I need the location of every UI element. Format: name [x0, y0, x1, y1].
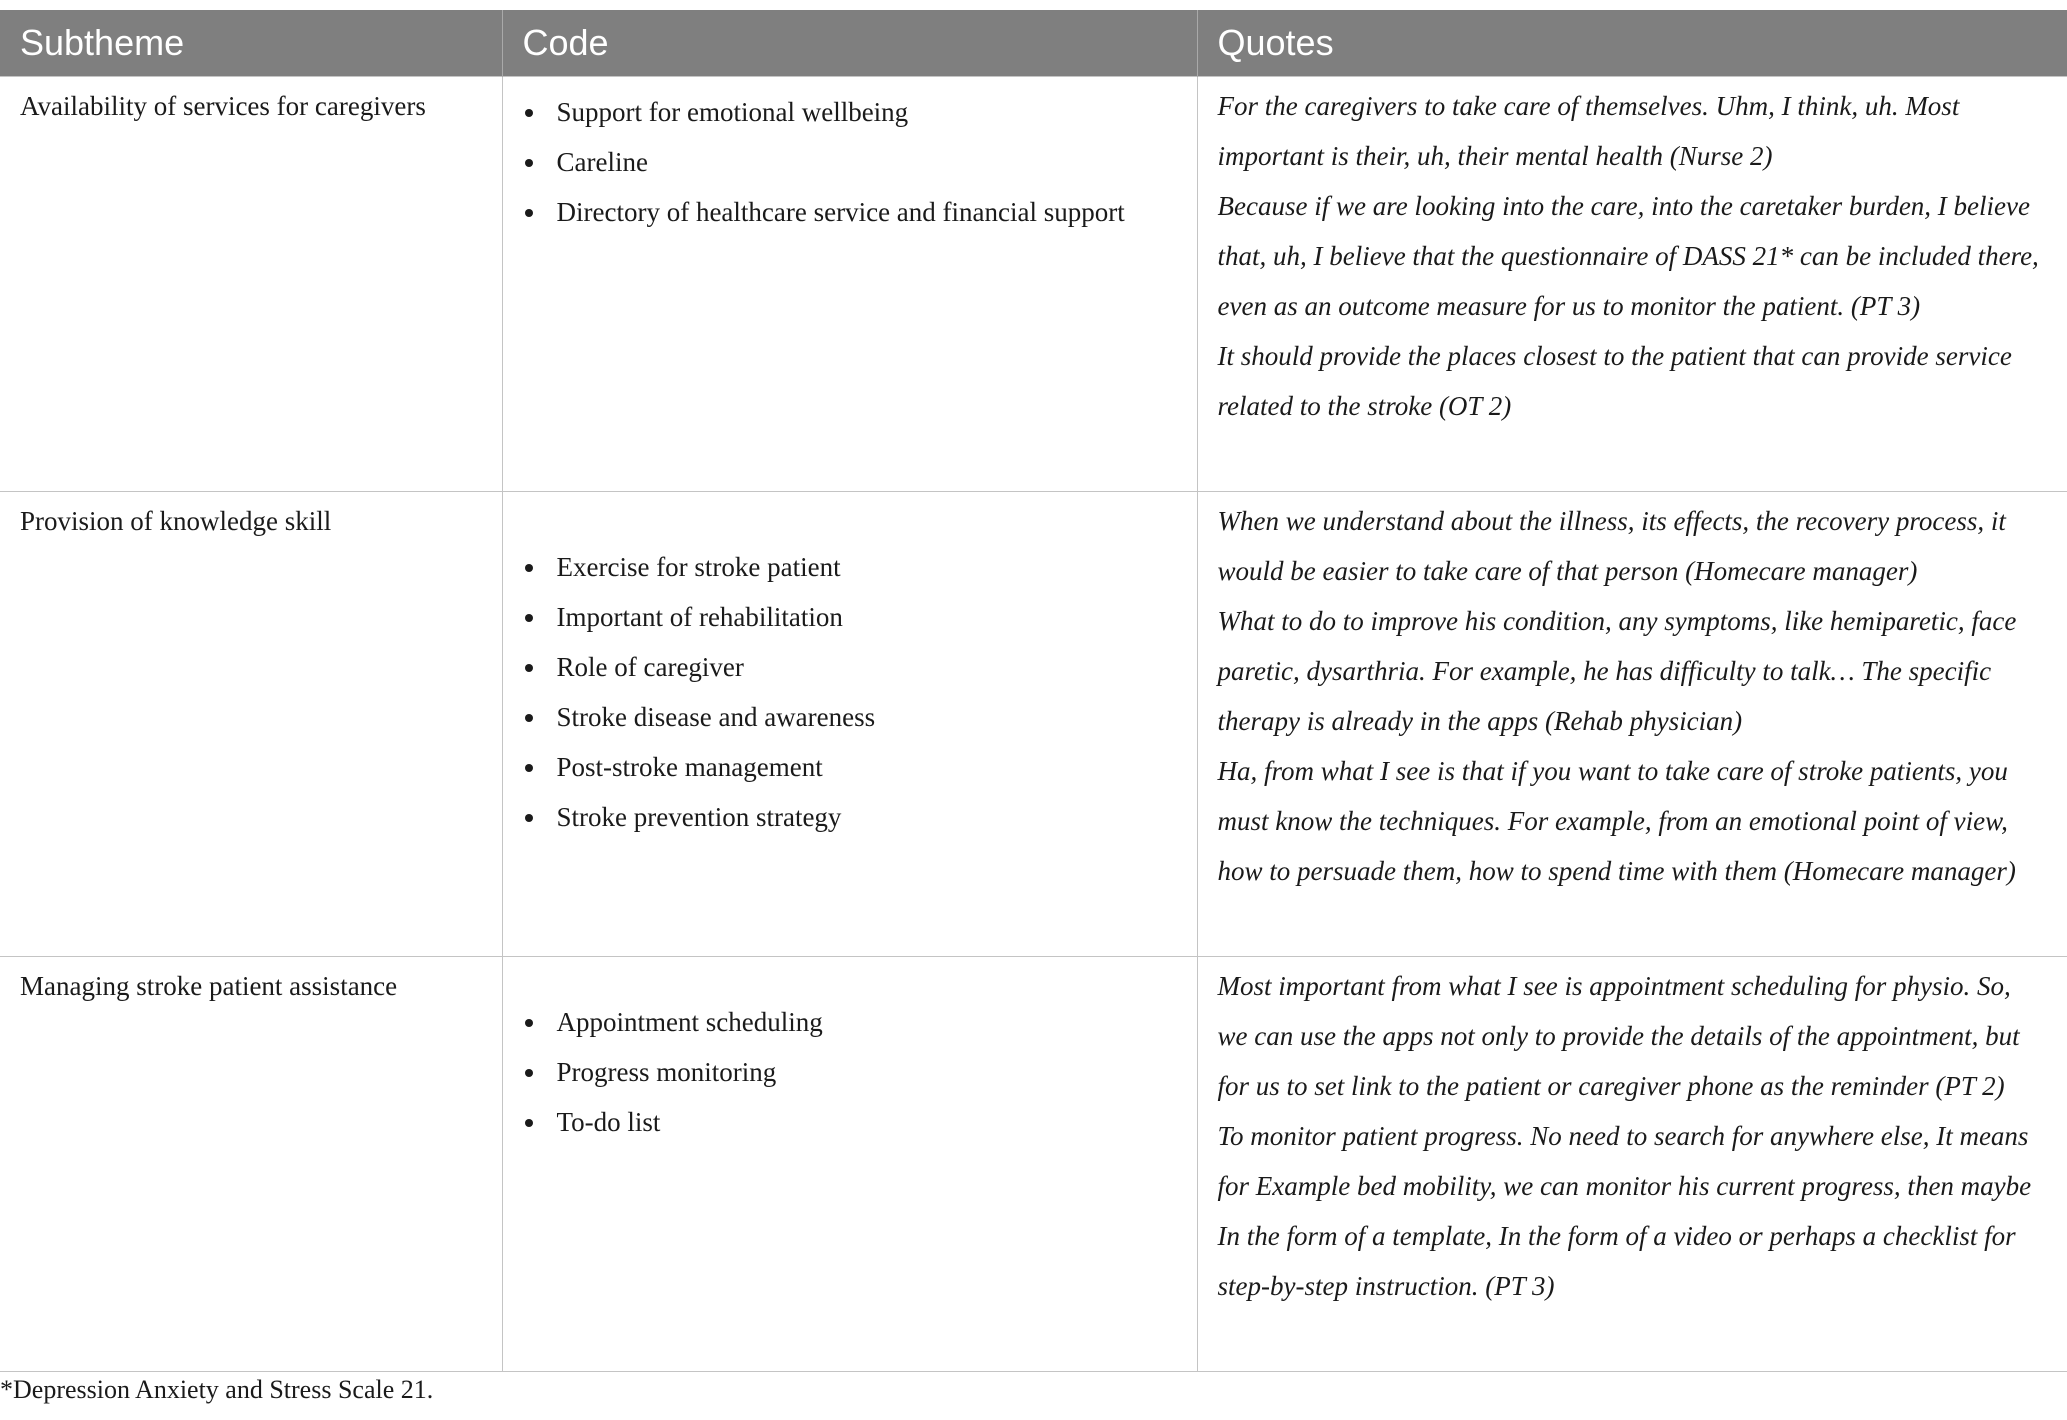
- quote: It should provide the places closest to the patient that can provide service related to the stroke (OT 2): [1217, 341, 2012, 421]
- table-row: [0, 957, 2067, 1372]
- header-subtheme: Subtheme: [0, 10, 502, 77]
- quote: Ha, from what I see is that if you want to take care of stroke patients, you must know the techniques. For example, from an emotional point of view, how to persuade them, how to spend time with them (Homecare manager): [1217, 756, 2016, 886]
- header-code: Code: [502, 10, 1197, 77]
- code-item: To-do list: [557, 1097, 1187, 1147]
- table-footnote: *Depression Anxiety and Stress Scale 21.: [0, 1375, 434, 1404]
- code-list: [503, 542, 1187, 842]
- code-item: Exercise for stroke patient: [557, 542, 1187, 592]
- code-item: Post-stroke management: [557, 742, 1187, 792]
- code-item: Directory of healthcare service and financial support: [557, 187, 1187, 237]
- quotes-cell: [1197, 957, 2067, 1372]
- subtheme-cell: Managing stroke patient assistance: [0, 957, 502, 1372]
- quote: When we understand about the illness, its effects, the recovery process, it would be easier to take care of that person (Homecare manager): [1217, 506, 2006, 586]
- code-item: Appointment scheduling: [557, 997, 1187, 1047]
- header-row: [0, 10, 2067, 77]
- code-item: Stroke prevention strategy: [557, 792, 1187, 842]
- subtheme-cell: Availability of services for caregivers: [0, 77, 502, 492]
- table-row: [0, 77, 2067, 492]
- code-item: Support for emotional wellbeing: [557, 87, 1187, 137]
- quote: What to do to improve his condition, any symptoms, like hemiparetic, face paretic, dysarthria. For example, he has difficulty to talk… The specific therapy is already in the apps (Rehab physician): [1217, 606, 2017, 736]
- table-container: [0, 10, 2067, 1372]
- code-cell: [502, 957, 1197, 1372]
- code-list: [503, 997, 1187, 1147]
- quote: To monitor patient progress. No need to search for anywhere else, It means for Example bed mobility, we can monitor his current progress, then maybe In the form of a template, In the form of a video or perhaps a checklist for step-by-step instruction. (PT 3): [1217, 1121, 2032, 1301]
- code-item: Progress monitoring: [557, 1047, 1187, 1097]
- quote: Because if we are looking into the care, into the caretaker burden, I believe that, uh, I believe that the questionnaire of DASS 21* can be included there, even as an outcome measure for us to monitor the patient. (PT 3): [1217, 191, 2039, 321]
- code-item: Role of caregiver: [557, 642, 1187, 692]
- subtheme-cell: Provision of knowledge skill: [0, 492, 502, 957]
- quotes-cell: [1197, 492, 2067, 957]
- quotes-cell: [1197, 77, 2067, 492]
- code-list: [503, 87, 1187, 237]
- code-cell: [502, 492, 1197, 957]
- table-row: [0, 492, 2067, 957]
- quote: For the caregivers to take care of themselves. Uhm, I think, uh. Most important is their, uh, their mental health (Nurse 2): [1217, 91, 1960, 171]
- code-item: Important of rehabilitation: [557, 592, 1187, 642]
- code-item: Stroke disease and awareness: [557, 692, 1187, 742]
- code-cell: [502, 77, 1197, 492]
- code-item: Careline: [557, 137, 1187, 187]
- quote: Most important from what I see is appointment scheduling for physio. So, we can use the apps not only to provide the details of the appointment, but for us to set link to the patient or caregiver phone as the reminder (PT 2): [1217, 971, 2020, 1101]
- subtheme-code-quotes-table: [0, 10, 2067, 1372]
- header-quotes: Quotes: [1197, 10, 2067, 77]
